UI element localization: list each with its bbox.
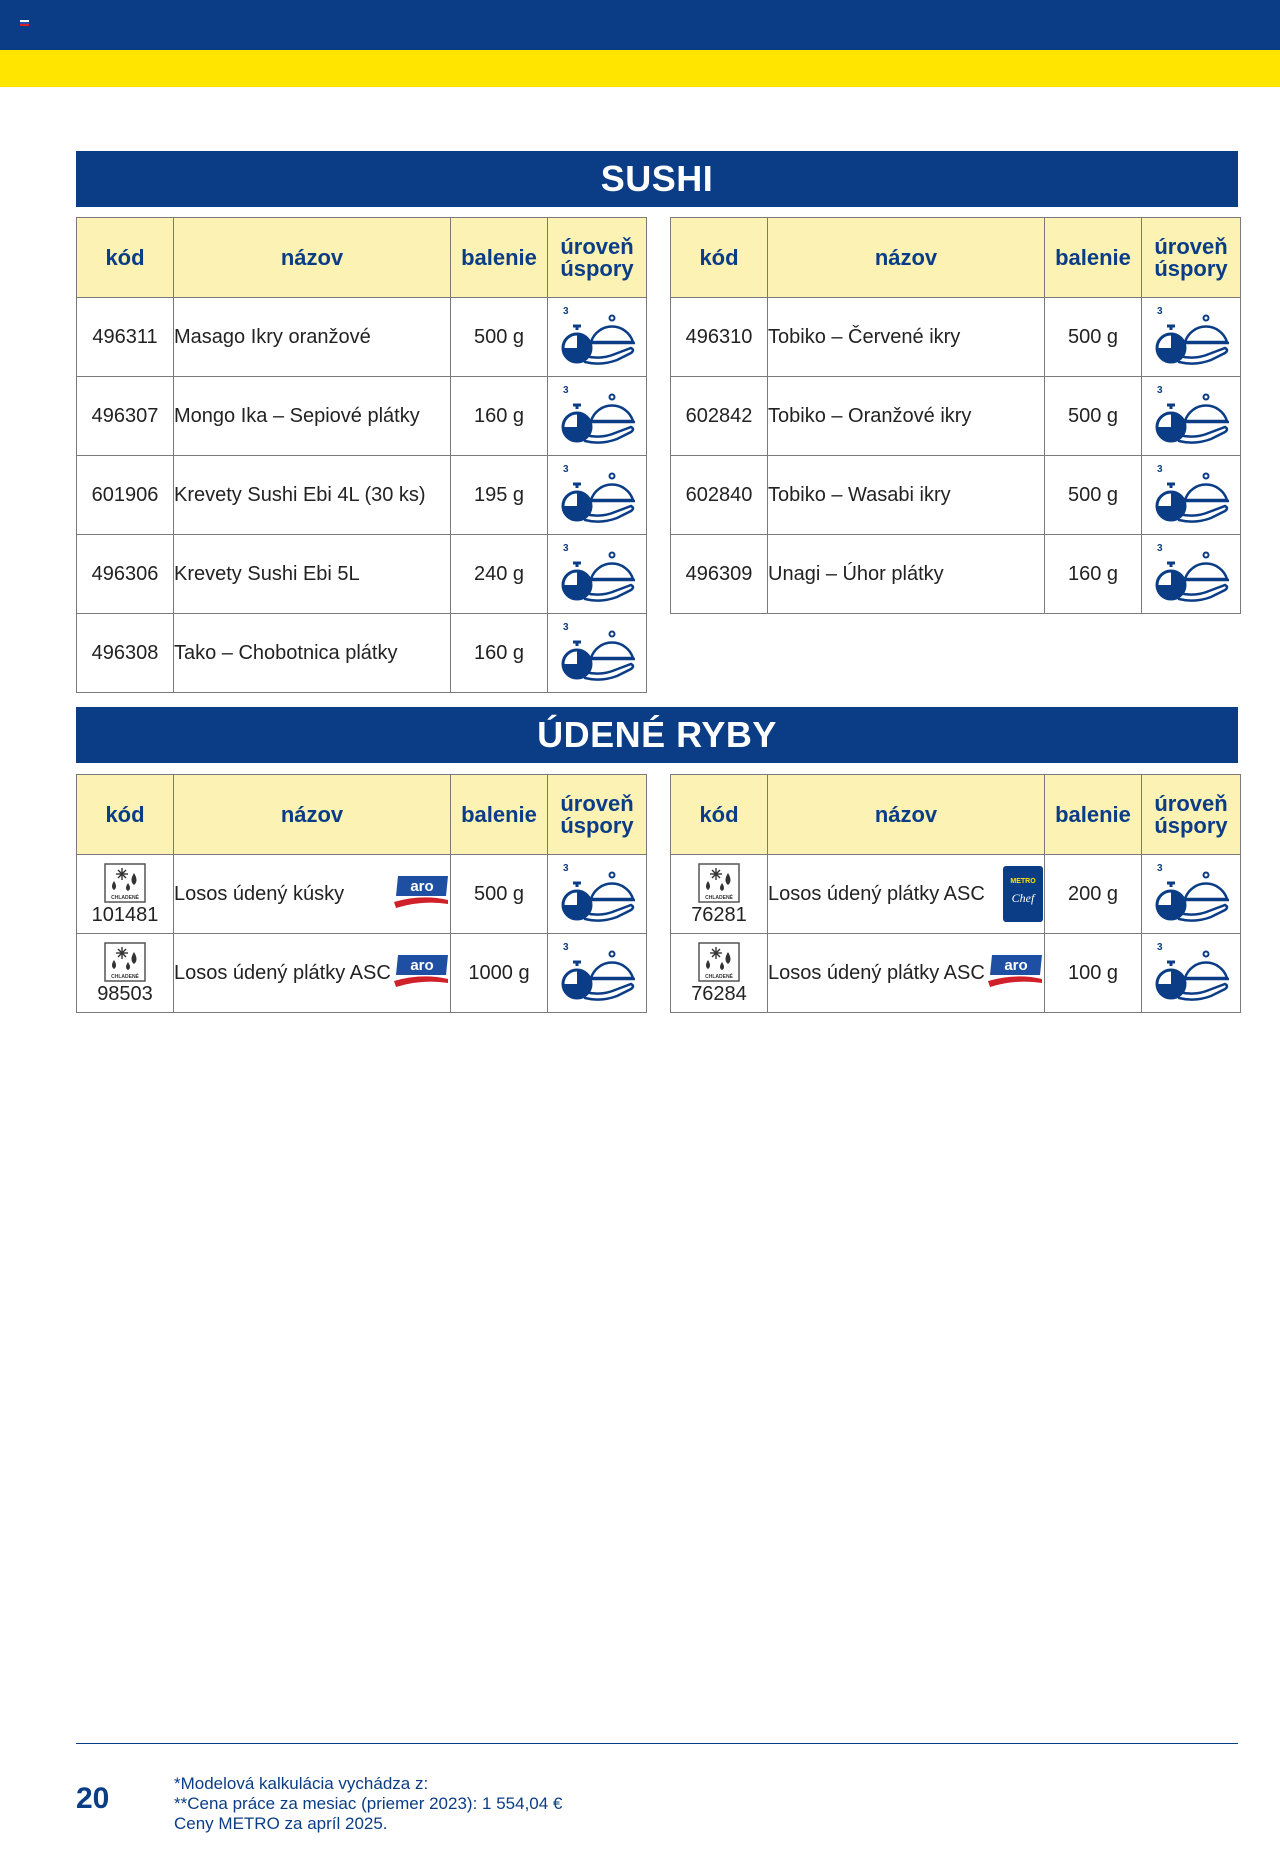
cloche-timer-hand-icon <box>1151 940 1231 1006</box>
column-header-uroven-uspory <box>548 218 647 298</box>
column-header-kod: kód <box>671 218 768 298</box>
svg-text:CHLADENÉ: CHLADENÉ <box>705 895 733 901</box>
product-package-size: 200 g <box>1045 855 1142 934</box>
column-header-uroven-line2: úspory <box>1154 255 1228 281</box>
cloche-timer-hand-icon <box>557 383 637 449</box>
savings-level-cell <box>548 934 647 1013</box>
column-header-uroven-line1: úroveň <box>560 790 634 816</box>
cloche-timer-hand-icon <box>557 462 637 528</box>
product-name: Losos údený kúsky <box>174 882 345 905</box>
header-yellow-stripe <box>0 50 1280 87</box>
product-package-size: 500 g <box>451 855 548 934</box>
table-row <box>77 456 647 535</box>
product-code-cell: 496310 <box>671 298 768 377</box>
product-name: Losos údený plátky ASC <box>768 961 985 984</box>
cloche-timer-hand-icon <box>557 620 637 686</box>
savings-level-cell <box>548 456 647 535</box>
product-name-wrap <box>768 865 1044 923</box>
product-table <box>670 774 1241 1013</box>
savings-level-cell <box>548 298 647 377</box>
section-title-sushi: SUSHI <box>76 151 1238 207</box>
svg-text:3: 3 <box>563 863 569 874</box>
product-name-cell: Mongo Ika – Sepiové plátky <box>174 377 451 456</box>
table-row <box>77 934 647 1013</box>
product-code-box <box>77 942 173 1004</box>
product-code-cell: 601906 <box>77 456 174 535</box>
column-header-uroven-uspory <box>1142 218 1241 298</box>
table-row <box>77 855 647 934</box>
table-row <box>77 614 647 693</box>
table-row <box>671 535 1241 614</box>
aro-logo-icon <box>986 953 1044 993</box>
column-header-nazov: názov <box>768 218 1045 298</box>
svg-text:CHLADENÉ: CHLADENÉ <box>705 974 733 980</box>
table-header-row <box>671 218 1241 298</box>
savings-level-cell <box>1142 535 1241 614</box>
product-package-size: 240 g <box>451 535 548 614</box>
product-name-cell: Masago Ikry oranžové <box>174 298 451 377</box>
product-table <box>670 217 1241 614</box>
svg-text:3: 3 <box>563 543 569 554</box>
product-code-cell: 496309 <box>671 535 768 614</box>
product-name-cell: Tobiko – Červené ikry <box>768 298 1045 377</box>
product-name-cell <box>174 934 451 1013</box>
product-code-cell: 602842 <box>671 377 768 456</box>
product-code-cell: 496307 <box>77 377 174 456</box>
svg-text:3: 3 <box>1157 306 1163 317</box>
product-code-cell <box>77 934 174 1013</box>
product-package-size: 1000 g <box>451 934 548 1013</box>
product-name-cell: Krevety Sushi Ebi 4L (30 ks) <box>174 456 451 535</box>
svg-text:3: 3 <box>1157 464 1163 475</box>
product-code-cell: 496308 <box>77 614 174 693</box>
svg-text:3: 3 <box>563 464 569 475</box>
svg-text:3: 3 <box>563 385 569 396</box>
product-code-cell: 496311 <box>77 298 174 377</box>
product-package-size: 160 g <box>451 614 548 693</box>
cloche-timer-hand-icon <box>1151 383 1231 449</box>
table-row <box>671 855 1241 934</box>
svg-text:3: 3 <box>563 306 569 317</box>
savings-level-cell <box>548 535 647 614</box>
product-name-wrap <box>174 953 450 993</box>
table-header-row <box>671 775 1241 855</box>
footer-note-labor-cost: **Cena práce za mesiac (priemer 2023): 1 554,04 € <box>174 1794 563 1813</box>
metro-chef-logo-icon <box>1002 865 1044 923</box>
column-header-uroven-line1: úroveň <box>1154 233 1228 259</box>
column-header-nazov: názov <box>768 775 1045 855</box>
product-package-size: 500 g <box>1045 456 1142 535</box>
cloche-timer-hand-icon <box>1151 304 1231 370</box>
product-code: 76281 <box>691 904 747 926</box>
product-name-wrap <box>174 874 450 914</box>
product-name-cell: Tobiko – Oranžové ikry <box>768 377 1045 456</box>
cloche-timer-hand-icon <box>1151 541 1231 607</box>
svg-text:3: 3 <box>1157 543 1163 554</box>
savings-level-cell <box>1142 934 1241 1013</box>
column-header-uroven-line1: úroveň <box>560 233 634 259</box>
column-header-uroven-line2: úspory <box>1154 812 1228 838</box>
svg-text:CHLADENÉ: CHLADENÉ <box>111 895 139 901</box>
aro-logo-icon <box>392 953 450 993</box>
cloche-timer-hand-icon <box>557 940 637 1006</box>
savings-level-cell <box>1142 456 1241 535</box>
svg-text:Chef: Chef <box>1011 891 1035 905</box>
cloche-timer-hand-icon <box>1151 462 1231 528</box>
svg-text:3: 3 <box>1157 942 1163 953</box>
svg-text:3: 3 <box>563 942 569 953</box>
table-header-row <box>77 218 647 298</box>
product-name-cell: Krevety Sushi Ebi 5L <box>174 535 451 614</box>
svg-text:3: 3 <box>1157 385 1163 396</box>
product-code-cell: 602840 <box>671 456 768 535</box>
savings-level-cell <box>548 855 647 934</box>
product-code-box <box>671 863 767 925</box>
section-title-udene-ryby: ÚDENÉ RYBY <box>76 707 1238 763</box>
product-code-cell <box>77 855 174 934</box>
table-row <box>77 535 647 614</box>
column-header-kod: kód <box>671 775 768 855</box>
product-code: 98503 <box>97 983 153 1005</box>
column-header-balenie: balenie <box>451 775 548 855</box>
savings-level-cell <box>1142 377 1241 456</box>
aro-logo-icon <box>392 874 450 914</box>
product-name: Losos údený plátky ASC <box>768 882 985 905</box>
table-row <box>77 377 647 456</box>
column-header-balenie: balenie <box>1045 218 1142 298</box>
product-code-box <box>77 863 173 925</box>
column-header-balenie: balenie <box>1045 775 1142 855</box>
table-header-row <box>77 775 647 855</box>
svg-text:METRO: METRO <box>1010 878 1036 885</box>
cloche-timer-hand-icon <box>557 304 637 370</box>
column-header-kod: kód <box>77 218 174 298</box>
product-code-cell <box>671 855 768 934</box>
product-package-size: 160 g <box>451 377 548 456</box>
footer-note-model: *Modelová kalkulácia vychádza z: <box>174 1774 429 1793</box>
svg-text:3: 3 <box>563 622 569 633</box>
product-name-wrap <box>768 953 1044 993</box>
product-table <box>76 774 647 1013</box>
column-header-uroven-uspory <box>548 775 647 855</box>
product-code-box <box>671 942 767 1004</box>
header-band <box>0 0 1280 50</box>
product-name-cell <box>768 934 1045 1013</box>
product-table <box>76 217 647 693</box>
product-package-size: 160 g <box>1045 535 1142 614</box>
savings-level-cell <box>548 377 647 456</box>
column-header-uroven-line1: úroveň <box>1154 790 1228 816</box>
chilled-storage-icon <box>104 863 146 903</box>
product-package-size: 100 g <box>1045 934 1142 1013</box>
chilled-storage-icon <box>698 863 740 903</box>
product-package-size: 195 g <box>451 456 548 535</box>
column-header-nazov: názov <box>174 218 451 298</box>
product-name-cell <box>174 855 451 934</box>
column-header-uroven-line2: úspory <box>560 255 634 281</box>
column-header-kod: kód <box>77 775 174 855</box>
flag-icon <box>20 20 29 26</box>
footer-note-prices: Ceny METRO za apríl 2025. <box>174 1814 388 1833</box>
table-row <box>77 298 647 377</box>
savings-level-cell <box>1142 855 1241 934</box>
product-code: 76284 <box>691 983 747 1005</box>
svg-text:aro: aro <box>1004 957 1028 974</box>
product-code-cell: 496306 <box>77 535 174 614</box>
column-header-balenie: balenie <box>451 218 548 298</box>
column-header-nazov: názov <box>174 775 451 855</box>
table-row <box>671 456 1241 535</box>
product-package-size: 500 g <box>1045 377 1142 456</box>
table-row <box>671 934 1241 1013</box>
table-row <box>671 377 1241 456</box>
product-name: Losos údený plátky ASC <box>174 961 391 984</box>
svg-text:aro: aro <box>410 957 434 974</box>
cloche-timer-hand-icon <box>557 861 637 927</box>
column-header-uroven-line2: úspory <box>560 812 634 838</box>
svg-text:CHLADENÉ: CHLADENÉ <box>111 974 139 980</box>
footer-divider <box>76 1743 1238 1744</box>
chilled-storage-icon <box>698 942 740 982</box>
savings-level-cell <box>1142 298 1241 377</box>
column-header-uroven-uspory <box>1142 775 1241 855</box>
product-name-cell: Tobiko – Wasabi ikry <box>768 456 1045 535</box>
svg-text:3: 3 <box>1157 863 1163 874</box>
table-row <box>671 298 1241 377</box>
page-number: 20 <box>76 1782 110 1815</box>
product-code-cell <box>671 934 768 1013</box>
product-package-size: 500 g <box>1045 298 1142 377</box>
product-name-cell: Tako – Chobotnica plátky <box>174 614 451 693</box>
product-name-cell: Unagi – Úhor plátky <box>768 535 1045 614</box>
cloche-timer-hand-icon <box>1151 861 1231 927</box>
savings-level-cell <box>548 614 647 693</box>
cloche-timer-hand-icon <box>557 541 637 607</box>
chilled-storage-icon <box>104 942 146 982</box>
product-code: 101481 <box>91 904 159 926</box>
product-package-size: 500 g <box>451 298 548 377</box>
footer-notes <box>174 1774 562 1834</box>
product-name-cell <box>768 855 1045 934</box>
svg-text:aro: aro <box>410 878 434 895</box>
